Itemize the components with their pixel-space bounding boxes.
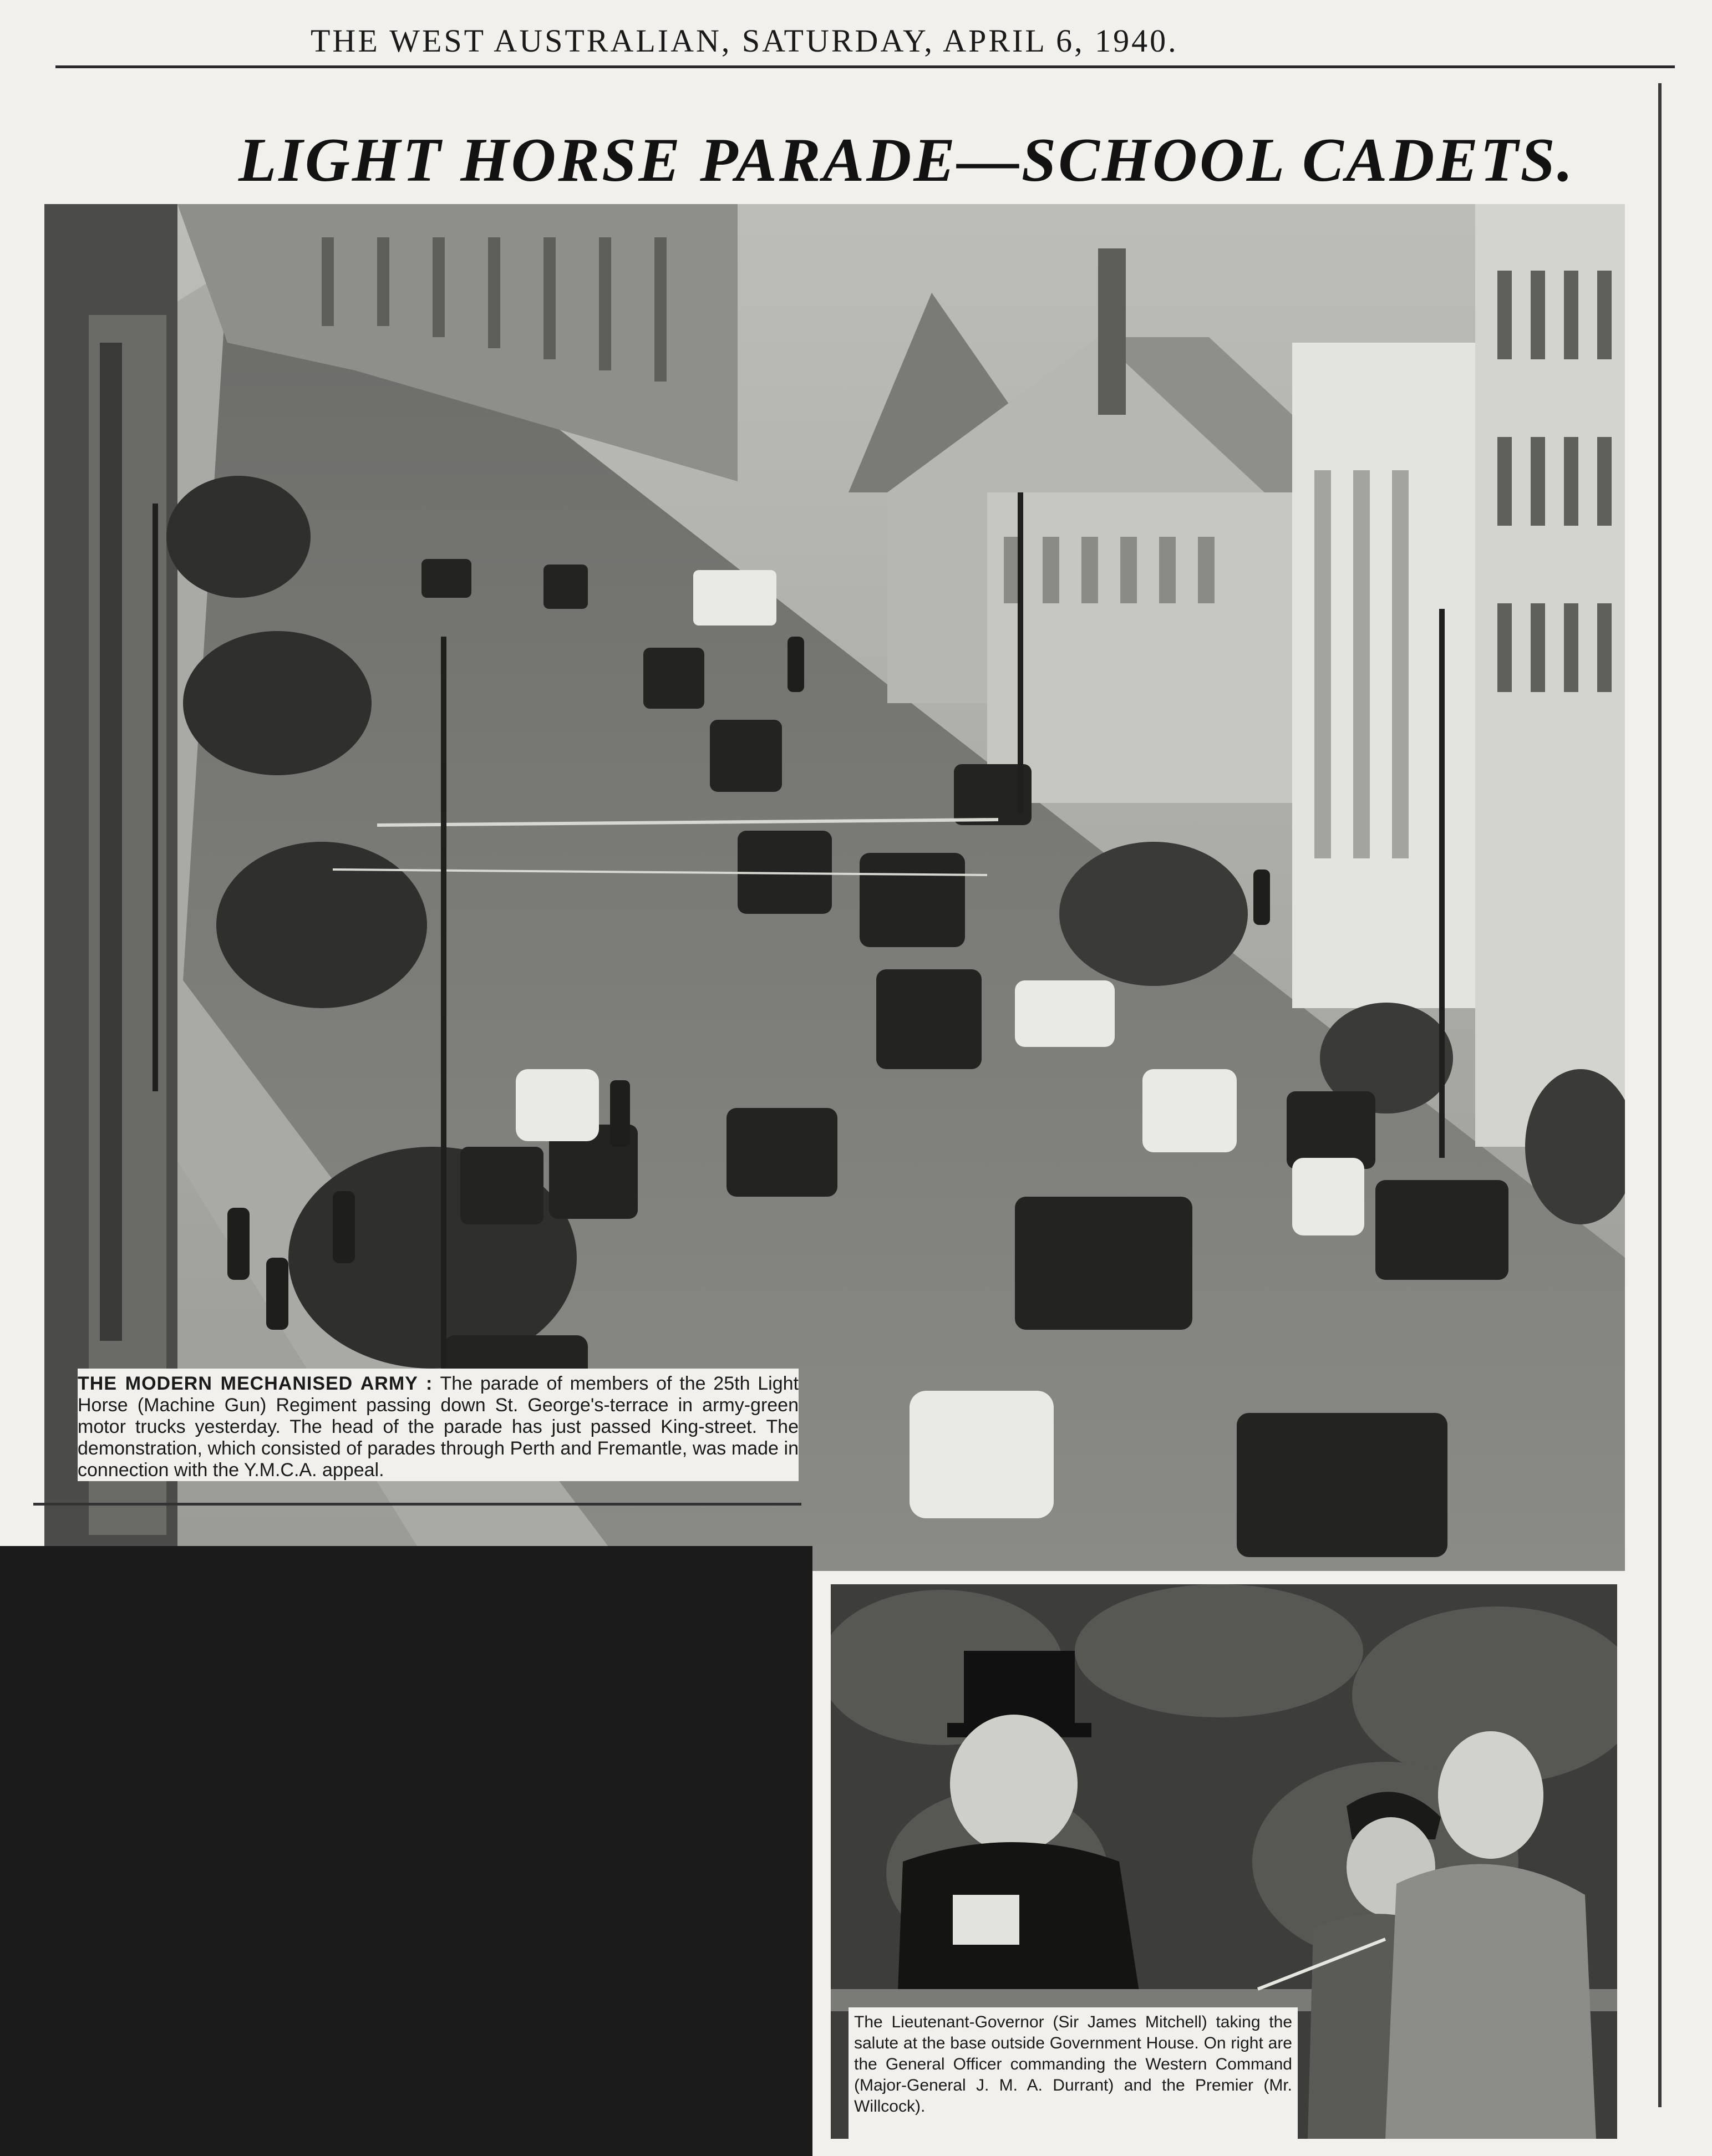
caption-body: The Lieutenant-Governor (Sir James Mitchell) taking the salute at the base outside Government House. On right are the General Officer commanding the Western Command (Major-General J. M. A. Durrant) and the Premier (Mr. Willcock). [854,2013,1292,2116]
masthead-rule [55,65,1675,68]
street-parade-photo [44,204,1625,1571]
caption-lead: THE MODERN MECHANISED ARMY : [78,1373,433,1394]
headline: LIGHT HORSE PARADE—SCHOOL CADETS. [238,126,1575,195]
caption-body: The parade of members of the 25th Light Horse (Machine Gun) Regiment passing down St. George's-terrace in army-green motor trucks yesterday. The head of the parade has just passed King-street. The demonstration, which consisted of parades through Perth and Fremantle, was made in connection with the Y.M.C.A. appeal. [78,1373,799,1481]
redacted-area [0,1546,812,2156]
page-edge-rule [1658,83,1673,2107]
masthead: THE WEST AUSTRALIAN, SATURDAY, APRIL 6, 1940. [311,23,1178,59]
column-rule [33,1503,801,1506]
main-photo-caption [78,1369,799,1481]
street-parade-illustration [44,204,1625,1571]
salute-photo-caption [849,2007,1298,2156]
